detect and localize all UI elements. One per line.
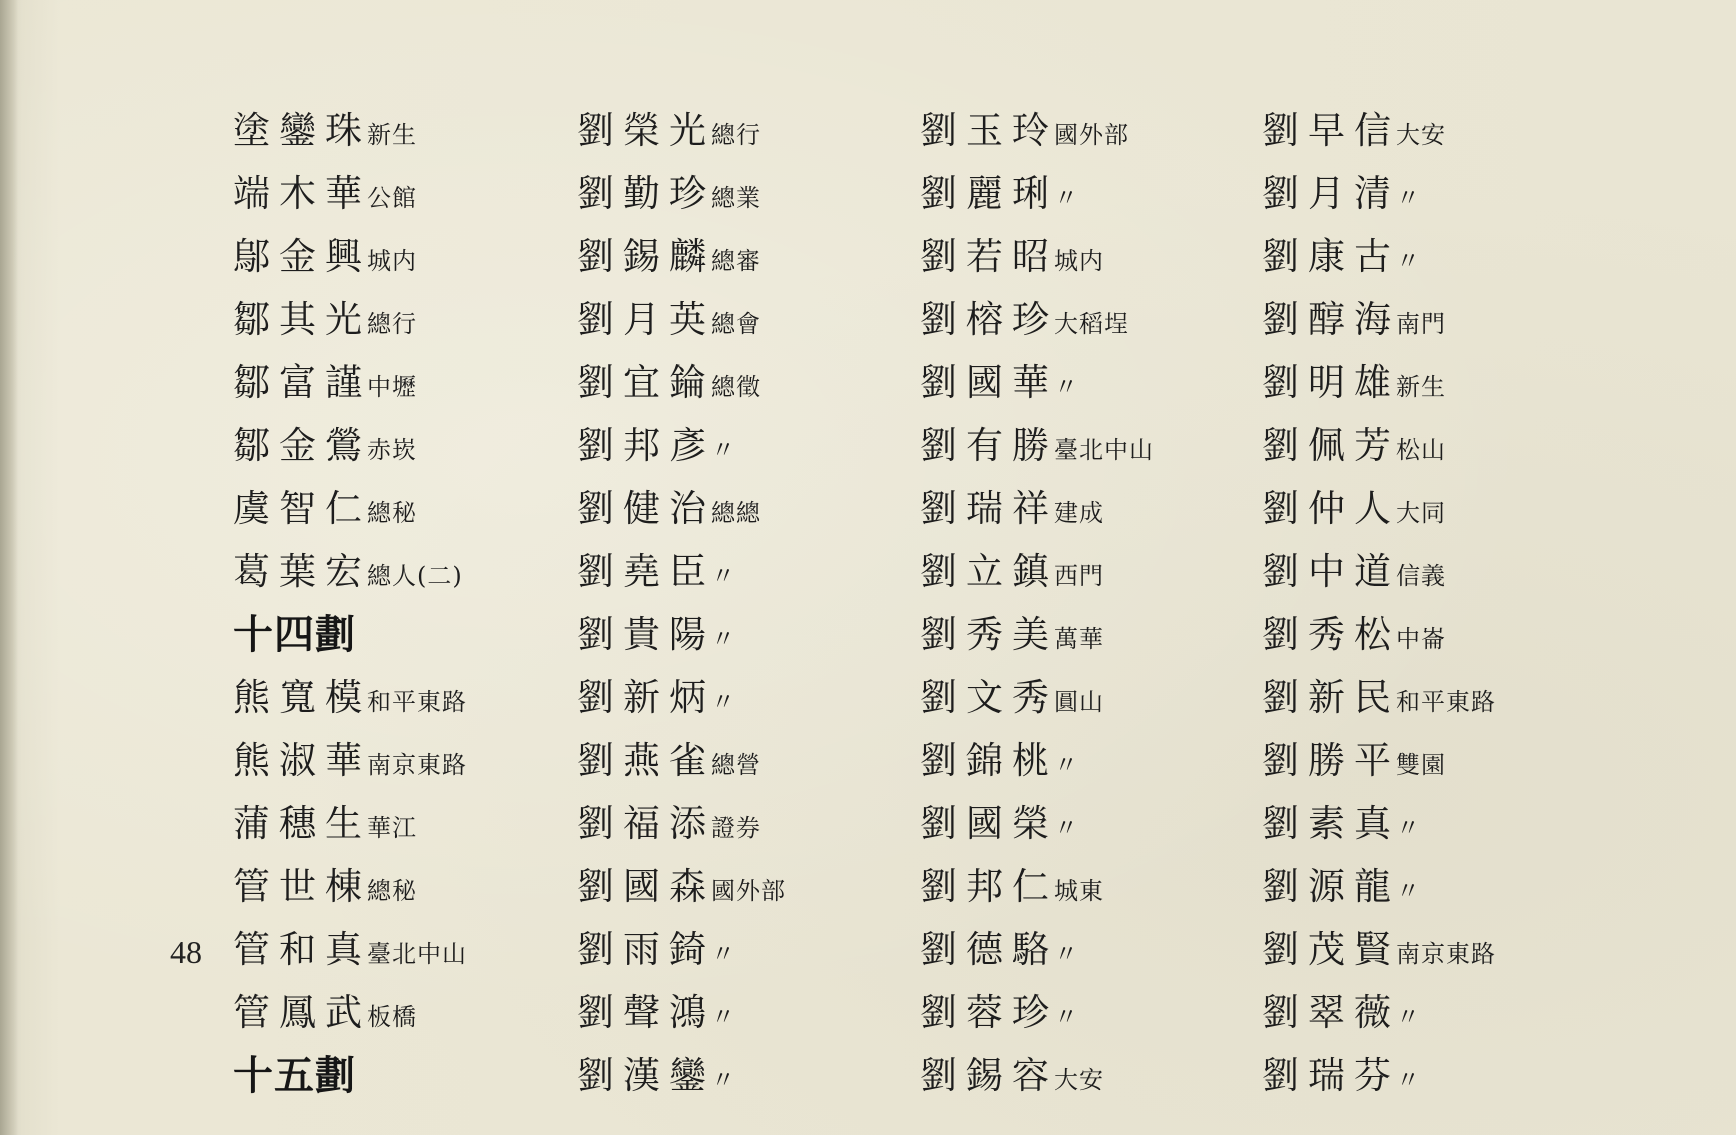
directory-entry [920,103,1129,159]
branch-location: 〃 [1396,1003,1421,1031]
person-name: 劉文秀 [920,676,1058,719]
branch-location: 總總 [711,499,761,527]
branch-location: 萬華 [1054,625,1104,653]
branch-location: 總營 [711,751,761,779]
person-name: 鄒其光 [233,298,371,341]
person-name: 劉新炳 [577,676,715,719]
directory-entry [920,481,1104,537]
branch-location: 大安 [1396,121,1446,149]
directory-entry [577,355,761,411]
person-name: 劉邦仁 [920,865,1058,908]
person-name: 劉麗琍 [920,172,1058,215]
branch-location: 總會 [711,310,761,338]
person-name: 劉漢鑾 [577,1054,715,1097]
directory-entry [233,544,463,600]
branch-location: 〃 [711,940,736,968]
branch-location: 信義 [1396,562,1446,590]
branch-location: 總行 [711,121,761,149]
branch-location: 〃 [711,1003,736,1031]
branch-location: 圓山 [1054,688,1104,716]
binding-edge [0,0,18,1135]
person-name: 劉中道 [1262,550,1400,593]
person-name: 劉錦桃 [920,739,1058,782]
branch-location: 〃 [711,1066,736,1094]
branch-location: 新生 [367,121,417,149]
branch-location: 〃 [1054,940,1079,968]
branch-location: 總人(二) [367,562,463,590]
branch-location: 總行 [367,310,417,338]
directory-entry [233,418,417,474]
directory-entry [233,922,467,978]
directory-entry [577,985,736,1041]
directory-entry [577,544,736,600]
directory-entry [577,418,736,474]
person-name: 鄒金鶯 [233,424,371,467]
person-name: 劉醇海 [1262,298,1400,341]
branch-location: 大安 [1054,1066,1104,1094]
directory-entry [1262,733,1446,789]
directory-entry [577,229,761,285]
directory-entry [920,670,1104,726]
directory-entry [1262,544,1446,600]
directory-entry [233,670,467,726]
person-name: 劉國榮 [920,802,1058,845]
branch-location: 和平東路 [1396,688,1496,716]
directory-entry [577,166,761,222]
directory-entry [1262,922,1496,978]
branch-location: 國外部 [1054,121,1129,149]
branch-location: 〃 [711,436,736,464]
directory-entry [233,229,417,285]
person-name: 管世棟 [233,865,371,908]
person-name: 劉勝平 [1262,739,1400,782]
page-number: 48 [170,934,202,970]
person-name: 劉明雄 [1262,361,1400,404]
person-name: 劉榕珍 [920,298,1058,341]
branch-location: 南京東路 [367,751,467,779]
directory-entry [1262,796,1421,852]
person-name: 劉德駱 [920,928,1058,971]
directory-entry [233,103,417,159]
branch-location: 〃 [1054,373,1079,401]
directory-entry [233,355,417,411]
person-name: 劉秀美 [920,613,1058,656]
person-name: 端木華 [233,172,371,215]
directory-entry [920,985,1079,1041]
directory-entry [1262,166,1421,222]
person-name: 劉國森 [577,865,715,908]
branch-location: 城東 [1054,877,1104,905]
person-name: 鄔金興 [233,235,371,278]
person-name: 劉若昭 [920,235,1058,278]
person-name: 葛葉宏 [233,550,371,593]
directory-entry [1262,1048,1421,1104]
branch-location: 南門 [1396,310,1446,338]
directory-entry [577,1048,736,1104]
directory-entry [920,607,1104,663]
directory-entry [920,166,1079,222]
person-name: 劉燕雀 [577,739,715,782]
branch-location: 〃 [1396,184,1421,212]
directory-entry [920,796,1079,852]
branch-location: 證券 [711,814,761,842]
directory-entry [1262,670,1496,726]
branch-location: 總業 [711,184,761,212]
branch-location: 總秘 [367,499,417,527]
directory-entry [920,418,1154,474]
person-name: 劉早信 [1262,109,1400,152]
directory-entry [1262,355,1446,411]
person-name: 劉邦彥 [577,424,715,467]
person-name: 劉茂賢 [1262,928,1400,971]
branch-location: 臺北中山 [367,940,467,968]
directory-entry [233,166,417,222]
stroke-count-header: 十五劃 [233,1053,356,1099]
person-name: 熊寬模 [233,676,371,719]
branch-location: 中壢 [367,373,417,401]
branch-location: 雙園 [1396,751,1446,779]
branch-location: 〃 [1396,1066,1421,1094]
branch-location: 公館 [367,184,417,212]
directory-entry [1262,418,1446,474]
person-name: 劉素真 [1262,802,1400,845]
person-name: 劉新民 [1262,676,1400,719]
branch-location: 城内 [1054,247,1104,275]
person-name: 劉康古 [1262,235,1400,278]
branch-location: 新生 [1396,373,1446,401]
branch-location: 總審 [711,247,761,275]
person-name: 劉宜錀 [577,361,715,404]
branch-location: 臺北中山 [1054,436,1154,464]
person-name: 塗鑾珠 [233,109,371,152]
directory-entry [920,544,1104,600]
person-name: 劉立鎮 [920,550,1058,593]
person-name: 蒲穗生 [233,802,371,845]
person-name: 管鳳武 [233,991,371,1034]
directory-entry [577,859,786,915]
branch-location: 總秘 [367,877,417,905]
person-name: 劉勤珍 [577,172,715,215]
directory-entry [233,733,467,789]
directory-entry [577,607,736,663]
directory-entry [233,859,417,915]
directory-entry [920,355,1079,411]
person-name: 熊淑華 [233,739,371,782]
directory-entry [577,796,761,852]
directory-entry [1262,607,1446,663]
branch-location: 和平東路 [367,688,467,716]
person-name: 劉仲人 [1262,487,1400,530]
person-name: 劉國華 [920,361,1058,404]
person-name: 劉錫麟 [577,235,715,278]
branch-location: 〃 [711,562,736,590]
directory-entry [577,292,761,348]
person-name: 劉錫容 [920,1054,1058,1097]
directory-entry [1262,481,1446,537]
person-name: 劉堯臣 [577,550,715,593]
person-name: 劉秀松 [1262,613,1400,656]
directory-entry [577,481,761,537]
person-name: 劉玉玲 [920,109,1058,152]
branch-location: 〃 [711,625,736,653]
directory-entry [920,733,1079,789]
branch-location: 松山 [1396,436,1446,464]
person-name: 劉佩芳 [1262,424,1400,467]
directory-entry [1262,103,1446,159]
person-name: 劉瑞祥 [920,487,1058,530]
branch-location: 〃 [1054,751,1079,779]
person-name: 劉源龍 [1262,865,1400,908]
branch-location: 建成 [1054,499,1104,527]
branch-location: 中崙 [1396,625,1446,653]
directory-entry [1262,859,1421,915]
person-name: 劉福添 [577,802,715,845]
branch-location: 赤崁 [367,436,417,464]
person-name: 虞智仁 [233,487,371,530]
branch-location: 西門 [1054,562,1104,590]
directory-entry [233,796,417,852]
branch-location: 板橋 [367,1003,417,1031]
branch-location: 〃 [1396,247,1421,275]
directory-entry [577,922,736,978]
person-name: 劉雨錡 [577,928,715,971]
person-name: 劉瑞芬 [1262,1054,1400,1097]
directory-entry [920,922,1079,978]
directory-entry [920,859,1104,915]
person-name: 劉蓉珍 [920,991,1058,1034]
person-name: 劉有勝 [920,424,1058,467]
person-name: 劉月清 [1262,172,1400,215]
branch-location: 華江 [367,814,417,842]
branch-location: 總徵 [711,373,761,401]
directory-entry [1262,292,1446,348]
branch-location: 〃 [1396,877,1421,905]
branch-location: 〃 [1054,1003,1079,1031]
branch-location: 〃 [1396,814,1421,842]
branch-location: 〃 [1054,814,1079,842]
directory-entry [577,103,761,159]
person-name: 鄒富謹 [233,361,371,404]
directory-entry [233,985,417,1041]
person-name: 劉健治 [577,487,715,530]
directory-entry [577,670,736,726]
branch-location: 大稻埕 [1054,310,1129,338]
person-name: 劉月英 [577,298,715,341]
branch-location: 大同 [1396,499,1446,527]
directory-entry [1262,985,1421,1041]
branch-location: 城内 [367,247,417,275]
directory-entry [920,1048,1104,1104]
directory-entry [577,733,761,789]
person-name: 管和真 [233,928,371,971]
directory-entry [1262,229,1421,285]
branch-location: 南京東路 [1396,940,1496,968]
directory-entry [233,292,417,348]
person-name: 劉貴陽 [577,613,715,656]
directory-entry [920,292,1129,348]
branch-location: 〃 [1054,184,1079,212]
person-name: 劉榮光 [577,109,715,152]
stroke-count-header: 十四劃 [233,612,356,658]
branch-location: 國外部 [711,877,786,905]
directory-entry [233,481,417,537]
person-name: 劉翠薇 [1262,991,1400,1034]
person-name: 劉聲鴻 [577,991,715,1034]
directory-entry [920,229,1104,285]
branch-location: 〃 [711,688,736,716]
